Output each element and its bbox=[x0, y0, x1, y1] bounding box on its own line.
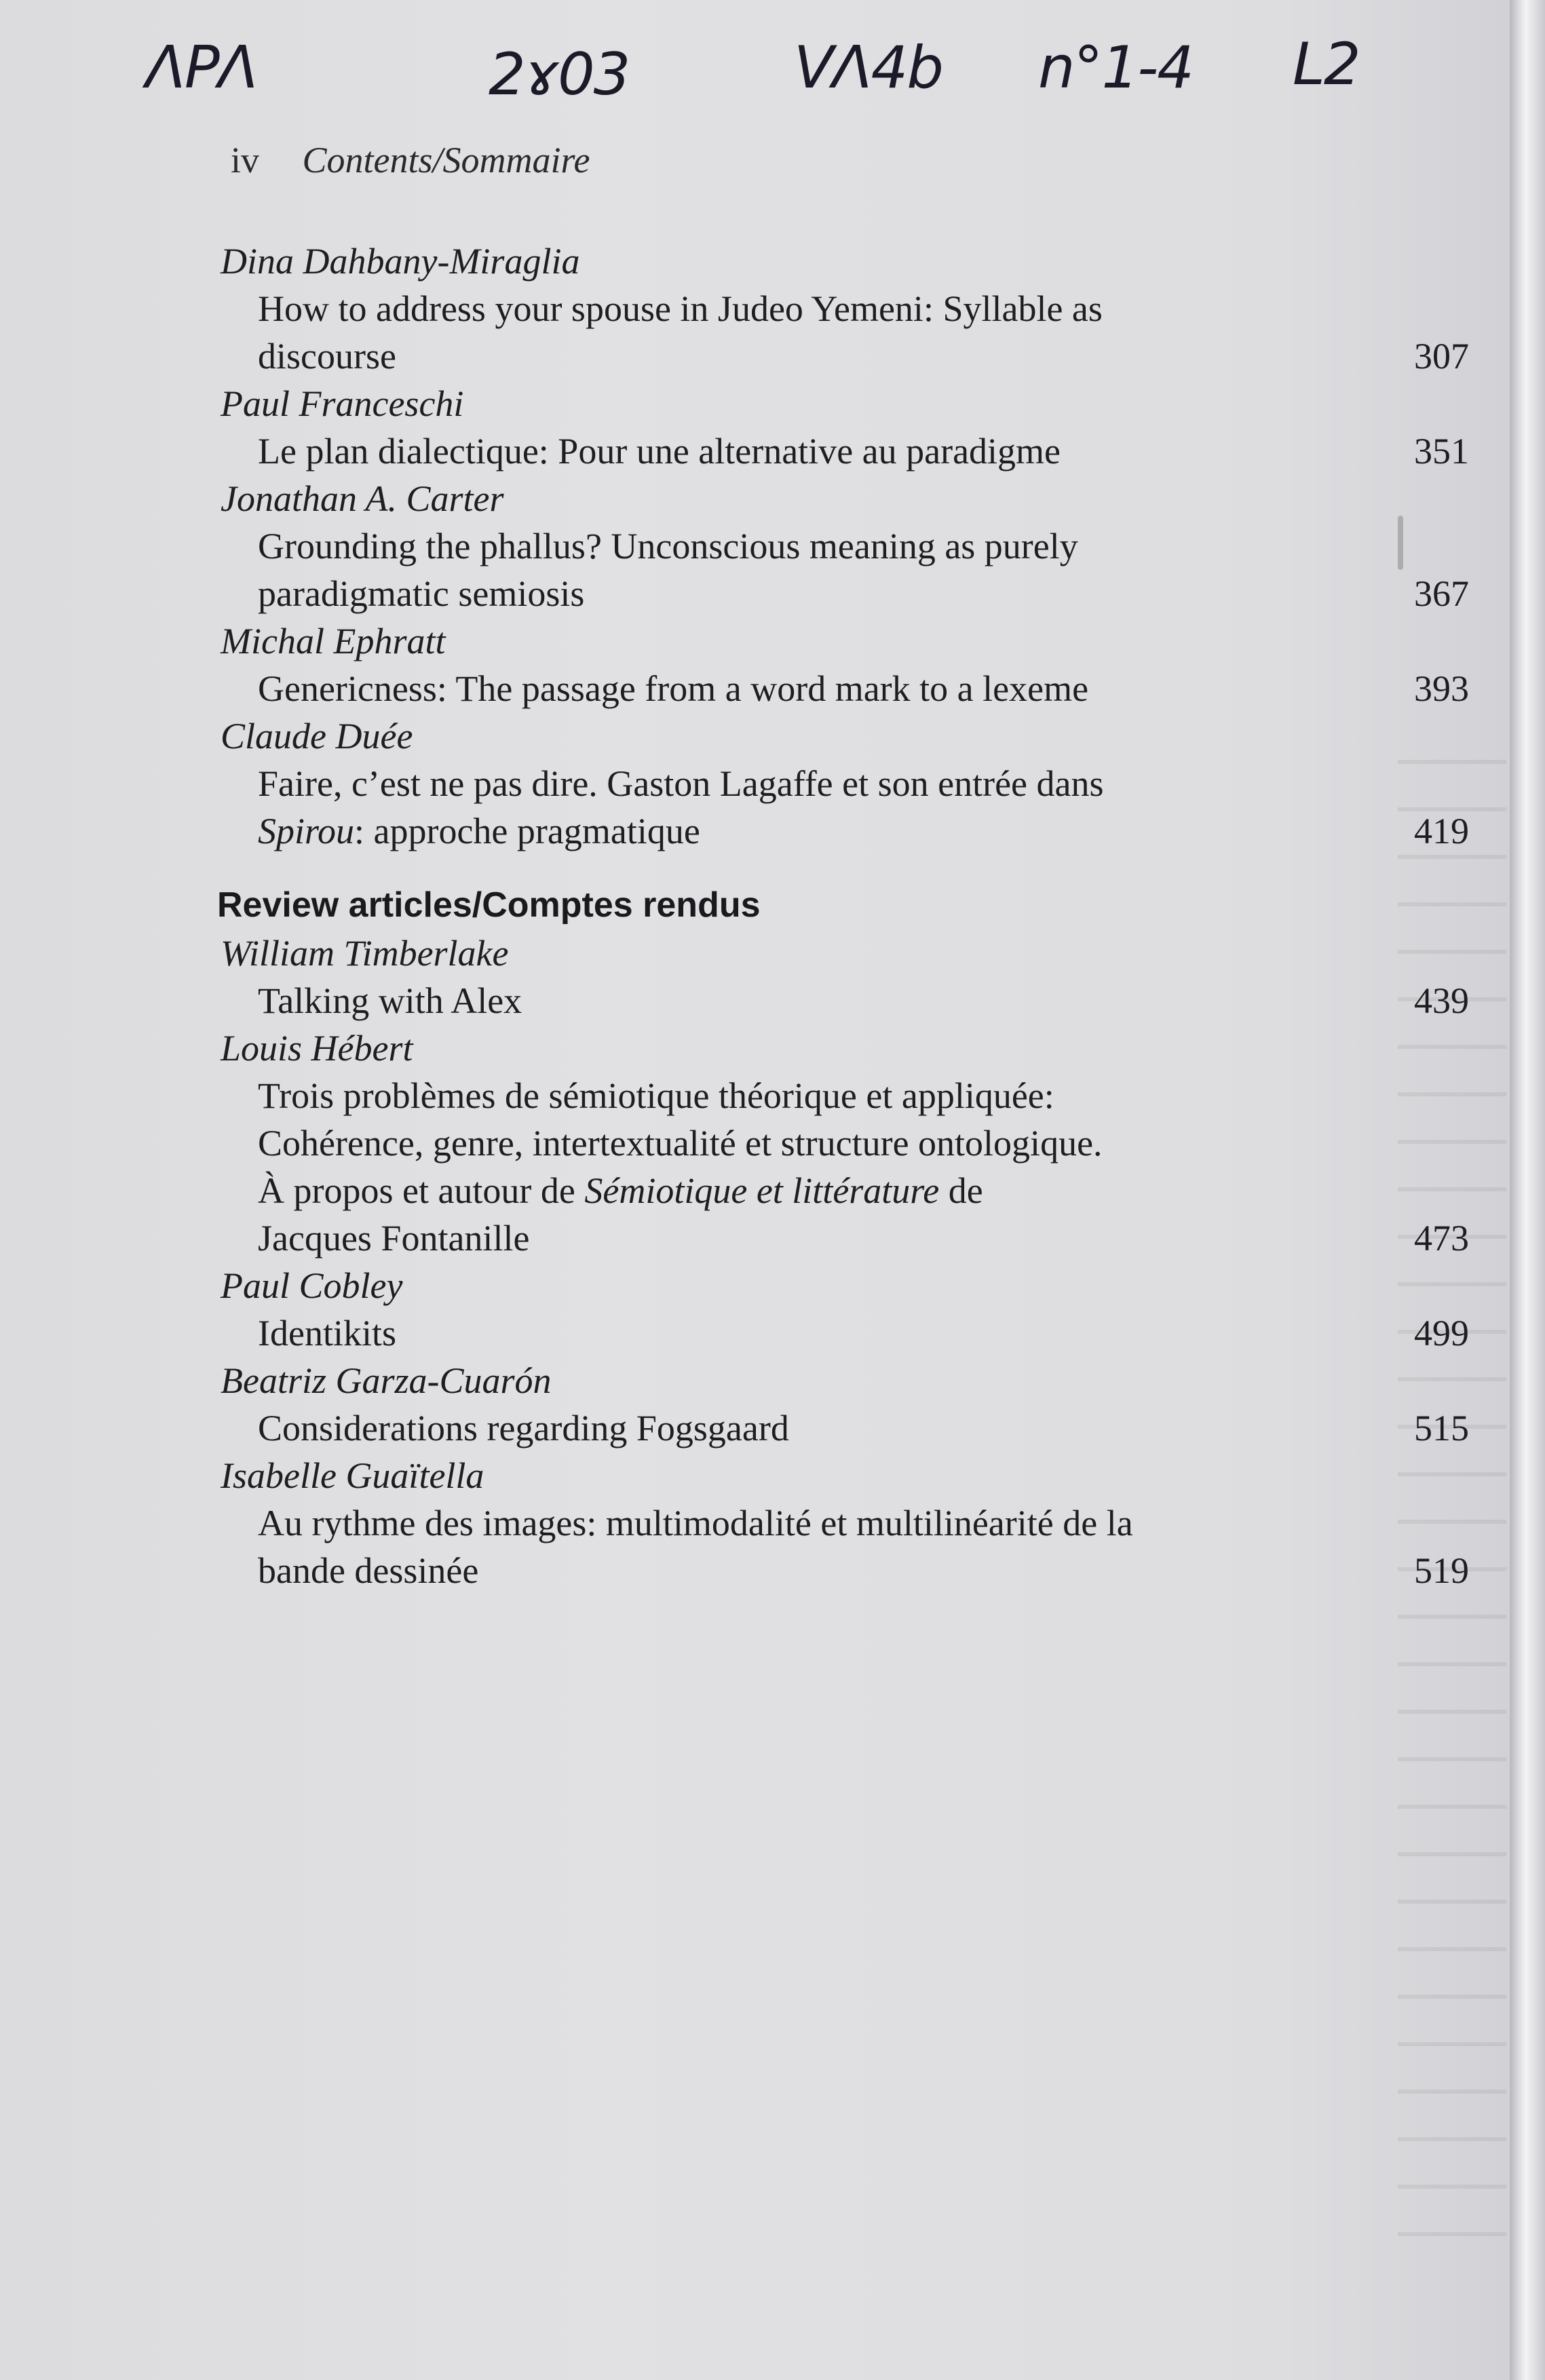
toc-entry bbox=[221, 665, 1469, 712]
toc-title-line: discourse bbox=[258, 336, 396, 377]
handwritten-annotation bbox=[0, 27, 1510, 122]
toc-page-number: 351 bbox=[1414, 431, 1469, 472]
toc-entry bbox=[221, 1404, 1469, 1452]
toc-title-fragment: de bbox=[939, 1170, 983, 1211]
running-head bbox=[231, 139, 590, 181]
toc-page-number: 473 bbox=[1414, 1218, 1469, 1259]
toc-author: Dina Dahbany-Miraglia bbox=[221, 241, 580, 282]
toc-title-fragment: À propos et autour de bbox=[258, 1170, 585, 1211]
toc-author: William Timberlake bbox=[221, 933, 509, 974]
toc-entry bbox=[221, 522, 1469, 617]
toc-title-line bbox=[258, 1167, 1354, 1214]
toc-title-fragment: : approche pragmatique bbox=[354, 811, 700, 851]
toc-title-line: Trois problèmes de sémiotique théorique et appliquée: bbox=[258, 1075, 1054, 1116]
handwritten-note: ΛΡΛ bbox=[146, 34, 257, 102]
toc-entry bbox=[221, 760, 1469, 855]
toc-page-number: 419 bbox=[1414, 811, 1469, 851]
toc-author: Beatriz Garza-Cuarón bbox=[221, 1360, 552, 1401]
section-heading: Review articles/Comptes rendus bbox=[217, 885, 761, 925]
handwritten-note: L2 bbox=[1293, 31, 1360, 98]
table-of-contents bbox=[217, 237, 1469, 1594]
toc-author: Isabelle Guaïtella bbox=[221, 1455, 484, 1496]
toc-title-line: Talking with Alex bbox=[258, 980, 522, 1021]
toc-page-number: 515 bbox=[1414, 1408, 1469, 1448]
handwritten-note: 2ɤ03 bbox=[489, 41, 630, 109]
toc-page-number: 439 bbox=[1414, 980, 1469, 1021]
toc-author: Michal Ephratt bbox=[221, 621, 446, 661]
book-spine bbox=[1510, 0, 1545, 2380]
toc-entry bbox=[221, 1309, 1469, 1357]
handwritten-note: n°1-4 bbox=[1038, 34, 1193, 102]
toc-page-number: 499 bbox=[1414, 1313, 1469, 1354]
journal-title: Spirou bbox=[258, 811, 355, 851]
toc-entry bbox=[221, 285, 1469, 380]
toc-title-line: paradigmatic semiosis bbox=[258, 573, 585, 614]
toc-author: Louis Hébert bbox=[221, 1028, 413, 1069]
toc-title-line: Grounding the phallus? Unconscious meaning as purely bbox=[258, 526, 1078, 567]
toc-page-number: 307 bbox=[1414, 336, 1469, 377]
toc-page-number: 519 bbox=[1414, 1550, 1469, 1591]
toc-title-line bbox=[258, 807, 1354, 855]
toc-title-line: Considerations regarding Fogsgaard bbox=[258, 1408, 789, 1448]
toc-title-line: Genericness: The passage from a word mark to a lexeme bbox=[258, 668, 1089, 709]
toc-title-line: Au rythme des images: multimodalité et multilinéarité de la bbox=[258, 1503, 1133, 1543]
toc-author: Jonathan A. Carter bbox=[221, 478, 504, 519]
toc-author: Claude Duée bbox=[221, 716, 413, 756]
toc-entry bbox=[221, 1072, 1469, 1262]
toc-page-number: 393 bbox=[1414, 668, 1469, 709]
running-head-title: Contents/Sommaire bbox=[302, 140, 590, 180]
handwritten-note: VΛ4b bbox=[794, 34, 942, 102]
book-title: Sémiotique et littérature bbox=[584, 1170, 940, 1211]
toc-entry bbox=[221, 427, 1469, 475]
toc-title-line: Identikits bbox=[258, 1313, 396, 1354]
page-number: iv bbox=[231, 140, 260, 180]
toc-author: Paul Franceschi bbox=[221, 383, 464, 424]
toc-title-line: Le plan dialectique: Pour une alternative au paradigme bbox=[258, 431, 1061, 472]
toc-title-line: How to address your spouse in Judeo Yemeni: Syllable as bbox=[258, 288, 1103, 329]
toc-title-line: Cohérence, genre, intertextualité et structure ontologique. bbox=[258, 1123, 1103, 1164]
toc-title-line: Jacques Fontanille bbox=[258, 1218, 530, 1259]
toc-author: Paul Cobley bbox=[221, 1265, 403, 1306]
toc-entry bbox=[221, 977, 1469, 1024]
toc-title-line: bande dessinée bbox=[258, 1550, 479, 1591]
toc-page-number: 367 bbox=[1414, 573, 1469, 614]
toc-title-line: Faire, c’est ne pas dire. Gaston Lagaffe et son entrée dans bbox=[258, 763, 1104, 804]
toc-entry bbox=[221, 1499, 1469, 1594]
